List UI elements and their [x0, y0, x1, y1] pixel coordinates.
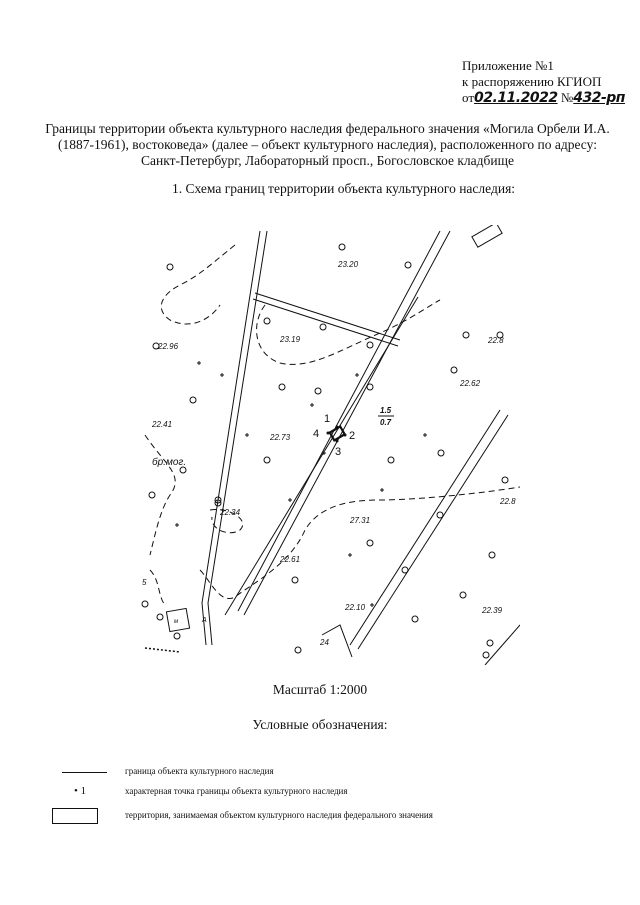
appendix-block — [462, 58, 625, 106]
section-heading: 1. Схема границ территории объекта культурного наследия: — [172, 181, 516, 196]
road-diag-3 — [225, 297, 418, 615]
road-diag-1 — [238, 231, 440, 611]
legend-text-box: территория, занимаемая объектом культурного наследия федерального значения — [125, 810, 433, 820]
boundary-map — [140, 225, 520, 665]
contour-5 — [200, 487, 520, 599]
elev-2: 23.19 — [280, 335, 301, 344]
legend-text-point: характерная точка границы объекта культурного наследия — [125, 786, 348, 796]
document-title — [40, 121, 615, 169]
contour-2 — [257, 300, 440, 364]
path-cross-1 — [255, 293, 400, 340]
elev-13: 22.39 — [482, 606, 503, 615]
handwritten-number: 432-рп — [573, 90, 625, 106]
elev-3: 22.96 — [158, 342, 179, 351]
handwritten-date: 02.11.2022 — [474, 90, 558, 106]
elev-10: 22.8 — [500, 497, 516, 506]
elev-12: 22.10 — [345, 603, 366, 612]
misc-label-a: А — [202, 617, 207, 624]
elev-1: 23.20 — [338, 260, 359, 269]
elev-5: 22.62 — [460, 379, 481, 388]
point-label-2: 2 — [349, 430, 356, 442]
map-scale: Масштаб 1:2000 — [272, 682, 368, 697]
fraction-denominator: 0.7 — [380, 418, 392, 427]
gate-rect — [472, 225, 502, 247]
misc-label-m: м — [174, 619, 179, 625]
map-svg — [140, 225, 520, 665]
contour-3 — [145, 435, 175, 555]
place-label: бр.мог. — [152, 457, 187, 468]
contour-1 — [161, 245, 235, 324]
misc-label-5: 5 — [142, 578, 147, 587]
map-labels — [142, 260, 516, 647]
point-label-4: 4 — [313, 428, 320, 440]
title-line3: Санкт-Петербург, Лабораторный просп., Богословское кладбище — [140, 153, 515, 168]
number-prefix: № — [560, 90, 574, 105]
road-east-1 — [350, 410, 500, 645]
fraction-numerator: 1.5 — [380, 406, 392, 415]
point-label-3: 3 — [335, 446, 342, 458]
point-label-1: 1 — [324, 413, 331, 425]
road-west-1 — [208, 231, 267, 645]
appendix-line1: Приложение №1 — [462, 58, 554, 73]
boundary-line-symbol — [62, 772, 107, 773]
date-prefix: от — [462, 90, 475, 105]
object-boundary — [327, 426, 347, 443]
elev-7: 22.41 — [152, 420, 173, 429]
legend-title: Условные обозначения: — [252, 717, 388, 732]
legend-text-line: граница объекта культурного наследия — [125, 766, 274, 776]
contour-lines — [145, 245, 520, 605]
elev-6: 22.73 — [270, 433, 291, 442]
appendix-line2: к распоряжению КГИОП — [462, 74, 602, 89]
territory-box-symbol — [52, 808, 98, 824]
contour-6 — [150, 570, 165, 605]
road-diag-2 — [244, 231, 450, 615]
appendix-line3 — [462, 90, 625, 106]
elev-11: 22.61 — [280, 555, 301, 564]
road-se — [485, 625, 520, 665]
path-cross-2 — [253, 299, 398, 346]
elev-4: 22.8 — [488, 336, 504, 345]
elev-8: 22.34 — [220, 508, 241, 517]
misc-label-24: 24 — [320, 638, 329, 647]
road-lines — [202, 225, 520, 665]
title-line2: (1887-1961), востоковеда» (далее – объект культурного наследия), расположенного по адресу: — [58, 137, 597, 152]
characteristic-point-symbol: • 1 — [74, 785, 87, 797]
fence-hatch — [145, 648, 180, 652]
title-line1: Границы территории объекта культурного наследия федерального значения «Могила Орбели И.А. — [45, 121, 610, 136]
elev-9: 27.31 — [350, 516, 371, 525]
